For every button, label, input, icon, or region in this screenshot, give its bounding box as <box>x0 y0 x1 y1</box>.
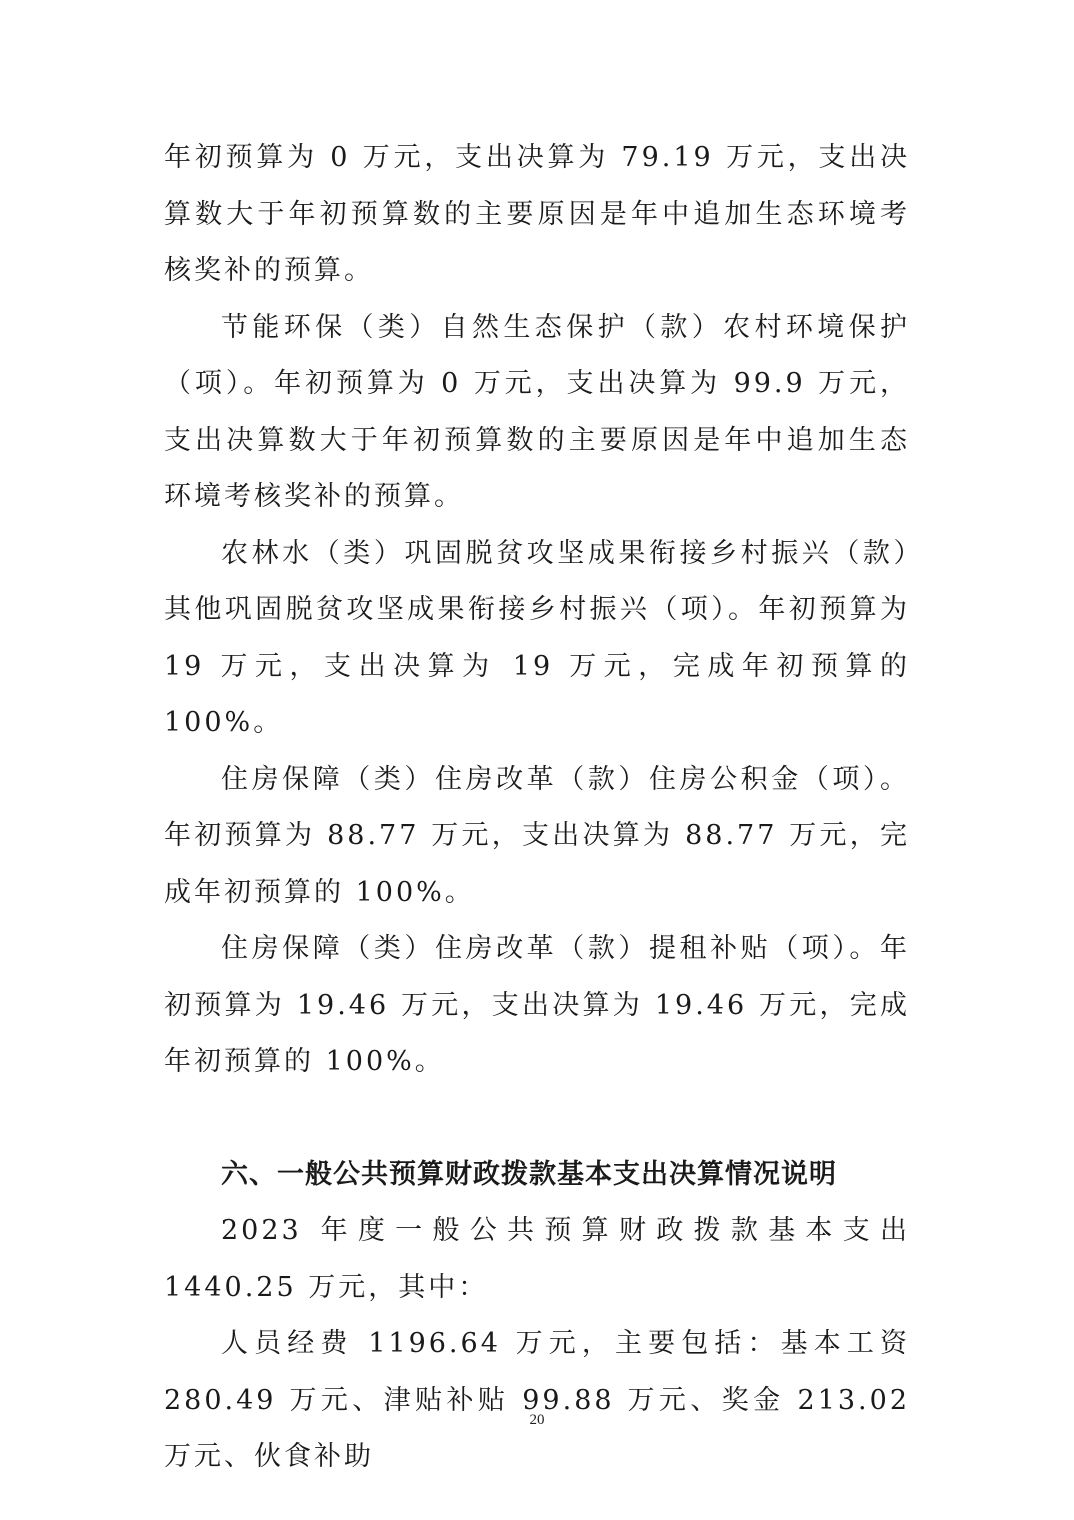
paragraph-housing-fund: 住房保障（类）住房改革（款）住房公积金（项）。年初预算为 88.77 万元，支出决算为 88.77 万元，完成年初预算的 100%。 <box>164 763 910 908</box>
paragraph-continuation: 年初预算为 0 万元，支出决算为 79.19 万元，支出决算数大于年初预算数的主要原因是年中追加生态环境考核奖补的预算。 <box>164 142 910 286</box>
page-number: 20 <box>529 1412 545 1428</box>
paragraph-personnel-expenses: 人员经费 1196.64 万元，主要包括：基本工资 280.49 万元、津贴补贴 99.88 万元、奖金 213.02 万元、伙食补助 <box>164 1328 910 1472</box>
paragraph-rent-subsidy: 住房保障（类）住房改革（款）提租补贴（项）。年初预算为 19.46 万元，支出决算为 19.46 万元，完成年初预算的 100%。 <box>164 933 910 1077</box>
page-content <box>164 130 910 1486</box>
paragraph-basic-expenditure: 2023 年度一般公共预算财政拨款基本支出 1440.25 万元，其中： <box>164 1215 910 1303</box>
paragraph-rural-revitalization: 农林水（类）巩固脱贫攻坚成果衔接乡村振兴（款）其他巩固脱贫攻坚成果衔接乡村振兴（项）。年初预算为 19 万元，支出决算为 19 万元，完成年初预算的 100%。 <box>164 537 910 738</box>
section-heading: 六、一般公共预算财政拨款基本支出决算情况说明 <box>221 1158 837 1190</box>
paragraph-rural-environment: 节能环保（类）自然生态保护（款）农村环境保护（项）。年初预算为 0 万元，支出决算为 99.9 万元，支出决算数大于年初预算数的主要原因是年中追加生态环境考核奖补的预算。 <box>164 311 910 512</box>
